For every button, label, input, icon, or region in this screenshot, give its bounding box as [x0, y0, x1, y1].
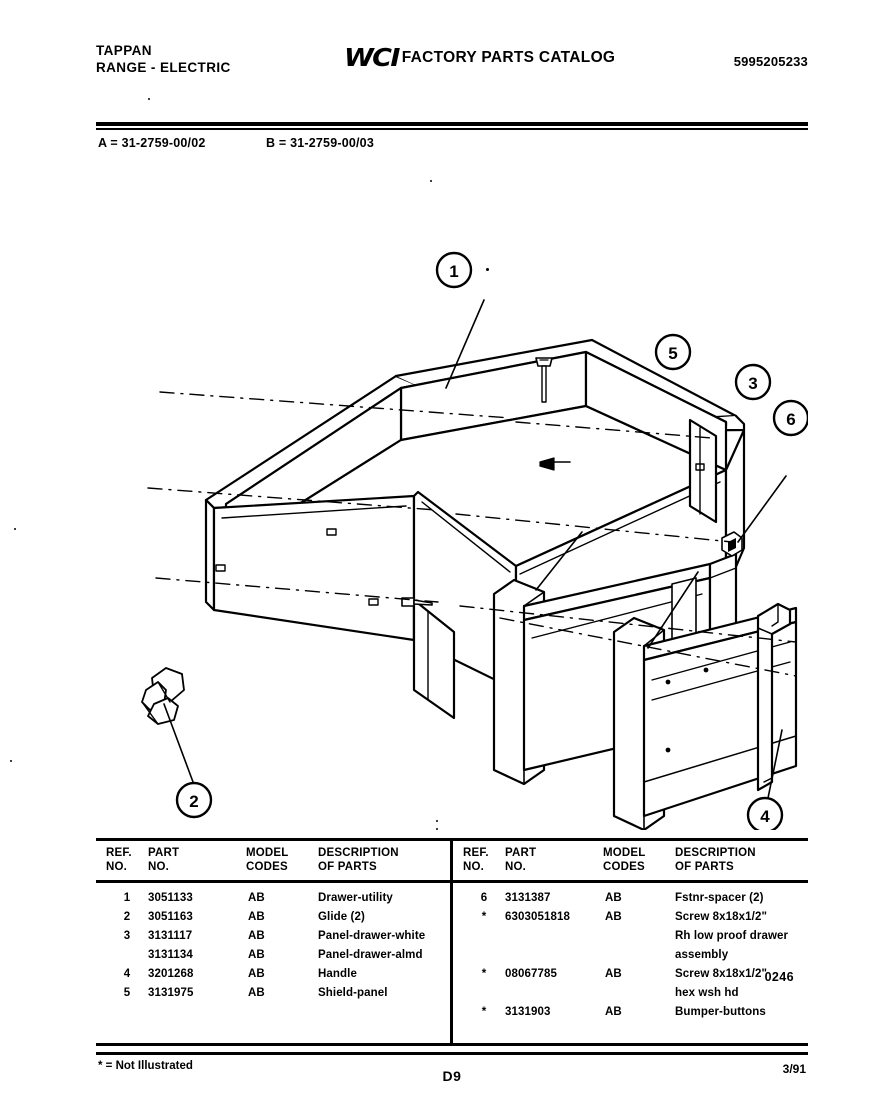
cell-part: 3131387: [505, 892, 551, 904]
cell-model: AB: [605, 911, 622, 923]
wci-logo: WCI: [344, 43, 399, 72]
cell-part: 6303051818: [505, 911, 570, 923]
cell-ref: *: [481, 911, 487, 923]
leader-6: [738, 476, 786, 542]
cell-part: 08067785: [505, 968, 557, 980]
cell-model: AB: [248, 987, 265, 999]
svg-text:6: 6: [786, 410, 796, 429]
cell-model: AB: [605, 1006, 622, 1018]
cell-ref: 1: [123, 892, 131, 904]
table-row: [96, 987, 450, 1006]
svg-text:2: 2: [189, 792, 199, 811]
table-row: [453, 987, 807, 1006]
page-footer: [96, 1052, 808, 1082]
table-row: [96, 949, 450, 968]
table-body-right: [453, 892, 807, 1025]
cell-desc: Shield-panel: [318, 987, 388, 999]
cell-part: 3131117: [148, 930, 193, 942]
table-row: [96, 930, 450, 949]
scan-speck: [10, 760, 12, 762]
callout-4: [748, 798, 782, 830]
cell-desc: Bumper-buttons: [675, 1006, 766, 1018]
parts-table-left: [96, 838, 450, 1046]
svg-text:3: 3: [748, 374, 758, 393]
cell-ref: 6: [480, 892, 488, 904]
table-row: [453, 968, 807, 987]
scan-speck: [14, 528, 16, 530]
cell-desc: Panel-drawer-almd: [318, 949, 423, 961]
cell-desc: Glide (2): [318, 911, 365, 923]
cell-ref: 3: [123, 930, 131, 942]
scan-speck: [436, 828, 438, 830]
panel-dimple-3: [666, 748, 671, 753]
column-header-part: PART NO.: [505, 847, 537, 873]
cell-model: AB: [248, 911, 265, 923]
cell-desc: Rh low proof drawer: [675, 930, 789, 942]
scan-speck: [148, 98, 150, 100]
table-body-left: [96, 892, 450, 1006]
table-row: [96, 892, 450, 911]
catalog-number: 5995205233: [733, 54, 808, 69]
cell-model: AB: [248, 892, 265, 904]
cell-ref: 5: [123, 987, 131, 999]
scan-speck: [430, 180, 432, 182]
header-rule-thin: [96, 128, 808, 130]
brand-category: RANGE - ELECTRIC: [96, 60, 231, 75]
table-row: [453, 892, 807, 911]
svg-text:5: 5: [668, 344, 678, 363]
diagram-svg: [96, 170, 808, 830]
cell-model: AB: [248, 968, 265, 980]
cell-ref: *: [481, 968, 487, 980]
cell-desc: Handle: [318, 968, 357, 980]
header-rule: [96, 122, 808, 130]
table-row: [453, 911, 807, 930]
table-head-left: [96, 846, 450, 878]
panel-dimple-2: [704, 668, 709, 673]
callout-3: [736, 365, 770, 399]
column-header-model: MODEL CODES: [603, 847, 646, 873]
panel-dimple-1: [666, 680, 671, 685]
footer-rule: [96, 1052, 808, 1055]
header-rule-thick: [96, 122, 808, 126]
cell-model: AB: [605, 892, 622, 904]
glide-part: [142, 668, 184, 724]
cell-desc: Panel-drawer-white: [318, 930, 426, 942]
catalog-title-block: [344, 45, 615, 71]
footer-note: * = Not Illustrated: [98, 1060, 193, 1072]
parts-table: [96, 838, 808, 1046]
drawer-left-edge: [206, 500, 214, 610]
cell-desc: hex wsh hd: [675, 987, 739, 999]
page-header: [96, 42, 808, 82]
table-row: [453, 1006, 807, 1025]
scan-speck: [436, 820, 438, 822]
model-code-b: B = 31-2759-00/03: [266, 136, 374, 150]
cell-ref: *: [481, 1006, 487, 1018]
table-head-right: [453, 846, 807, 878]
column-header-description: DESCRIPTION OF PARTS: [318, 847, 399, 873]
cell-part: 3201268: [148, 968, 194, 980]
cell-model: AB: [248, 930, 265, 942]
table-row: [453, 930, 807, 949]
cell-desc: Drawer-utility: [318, 892, 393, 904]
callout-2: [177, 783, 211, 817]
column-header-model: MODEL CODES: [246, 847, 289, 873]
cell-desc: assembly: [675, 949, 729, 961]
table-row: [453, 949, 807, 968]
catalog-title: FACTORY PARTS CATALOG: [401, 49, 616, 66]
column-header-ref: REF. NO.: [106, 847, 132, 873]
column-header-ref: REF. NO.: [463, 847, 489, 873]
drawer-front-left-face: [214, 496, 414, 640]
table-row: [96, 968, 450, 987]
figure-number: 0246: [764, 970, 794, 984]
callout-5: [656, 335, 690, 369]
cell-part: 3131134: [148, 949, 193, 961]
column-header-description: DESCRIPTION OF PARTS: [675, 847, 756, 873]
brand-name: TAPPAN: [96, 43, 152, 58]
brand-block: [96, 42, 231, 76]
table-row: [96, 911, 450, 930]
cell-model: AB: [248, 949, 265, 961]
model-code-a: A = 31-2759-00/02: [98, 136, 206, 150]
cell-ref: 2: [123, 911, 131, 923]
svg-text:1: 1: [449, 262, 459, 281]
callout-1: [437, 253, 471, 287]
page-number: D9: [442, 1068, 462, 1084]
cell-model: AB: [605, 968, 622, 980]
parts-table-right: [453, 838, 807, 1046]
svg-text:4: 4: [760, 807, 770, 826]
scan-speck: [486, 268, 489, 271]
cell-desc: Screw 8x18x1/2": [675, 968, 767, 980]
cell-part: 3051133: [148, 892, 193, 904]
cell-desc: Fstnr-spacer (2): [675, 892, 764, 904]
drawer-rear-bracket: [690, 420, 716, 522]
column-header-part: PART NO.: [148, 847, 180, 873]
revision-date: 3/91: [782, 1062, 806, 1076]
cell-part: 3131903: [505, 1006, 551, 1018]
leader-2: [164, 704, 196, 790]
callout-6: [774, 401, 808, 435]
cell-ref: 4: [123, 968, 131, 980]
cell-desc: Screw 8x18x1/2": [675, 911, 767, 923]
cell-part: 3051163: [148, 911, 193, 923]
cell-part: 3131975: [148, 987, 194, 999]
